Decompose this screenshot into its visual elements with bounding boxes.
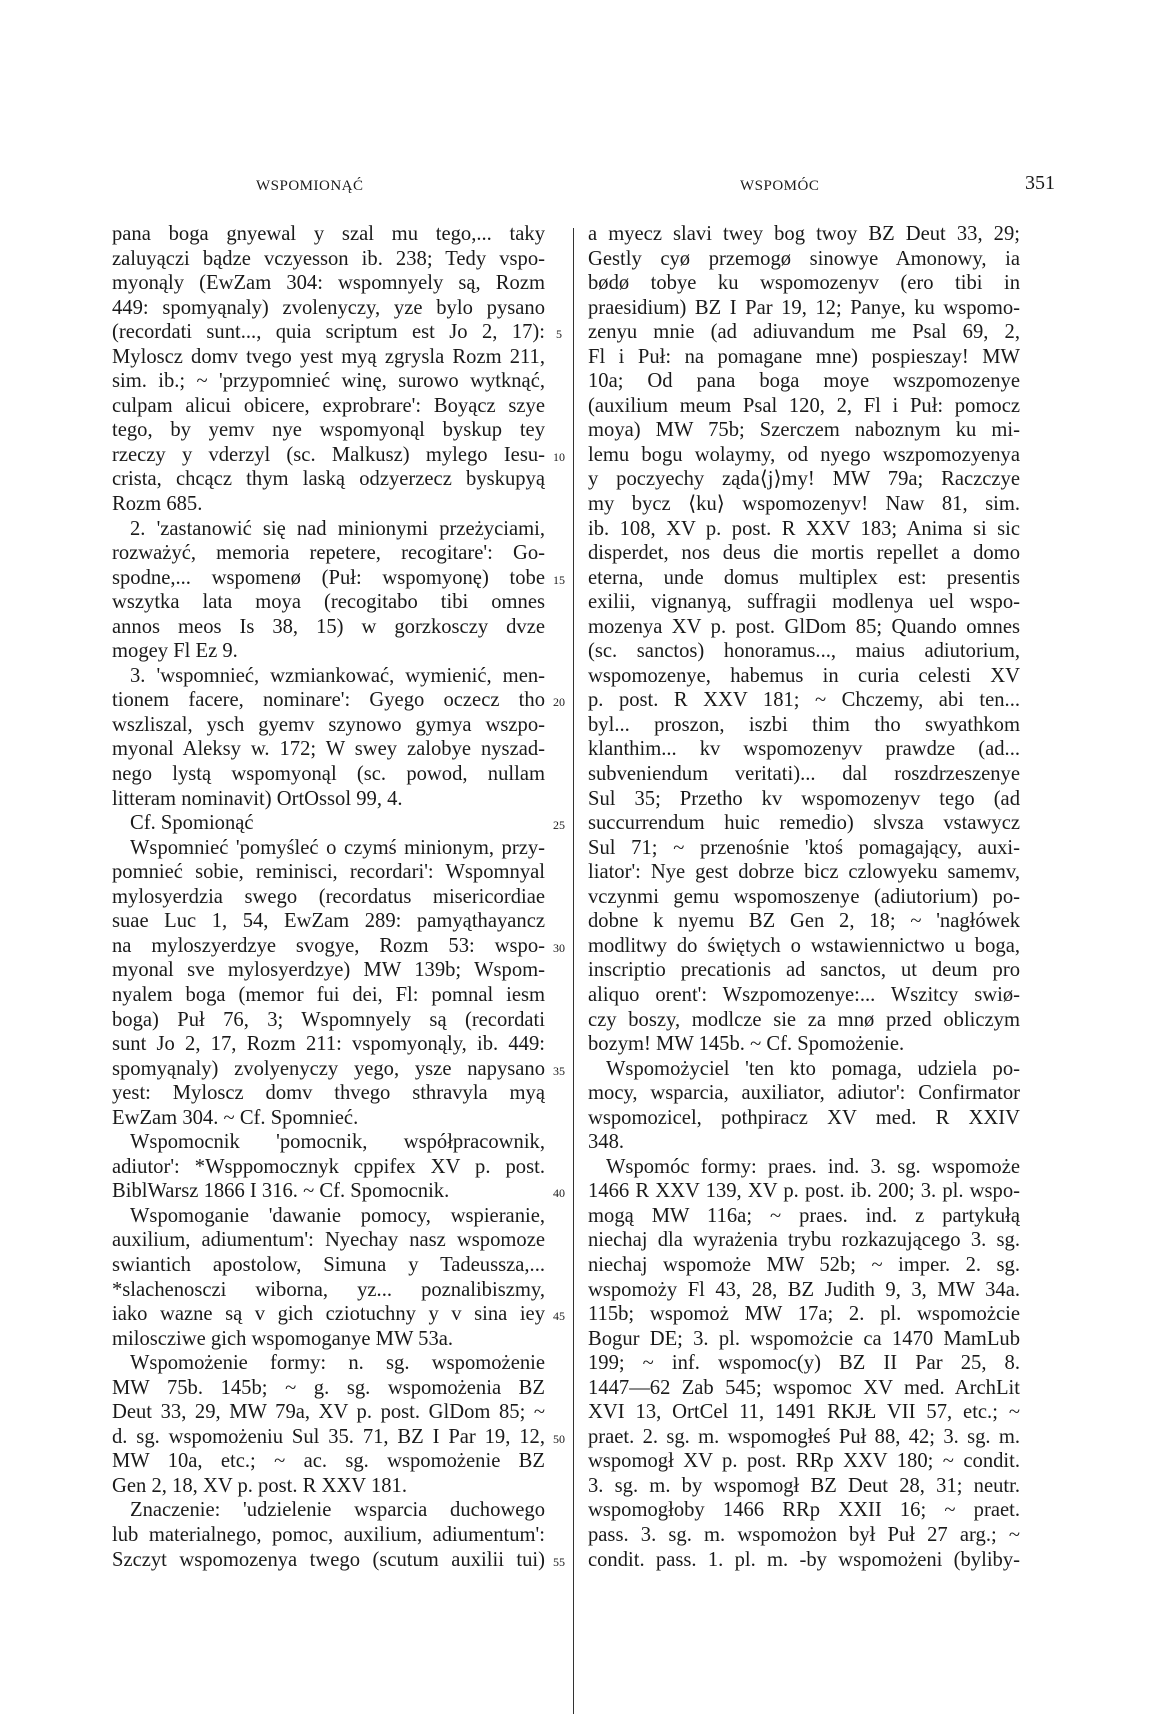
left-column-line: myonal sve mylosyerdzye) MW 139b; Wspom- — [112, 959, 545, 982]
right-column-line: (sc. sanctos) honoramus..., maius adiutorium, — [588, 640, 1020, 663]
left-column-line: milosczіwe gich wspomoganye MW 53a. — [112, 1327, 454, 1350]
right-column-line: eterna, unde domus multiplex est: presentis — [588, 566, 1020, 589]
line-number: 35 — [553, 1063, 565, 1078]
line-number: 25 — [553, 818, 565, 833]
right-column-line: y poczyechy ząda⟨j⟩my! MW 79a; Raczczye — [588, 468, 1020, 491]
left-column-line: d. sg. wspomożeniu Sul 35. 71, BZ I Par 19, 12, — [112, 1425, 545, 1448]
right-column-line: niechaj wspomoże MW 52b; ~ imper. 2. sg. — [588, 1253, 1020, 1276]
right-column-line: praet. 2. sg. m. wspomogłeś Puł 88, 42; 3. sg. m. — [588, 1425, 1020, 1448]
line-number: 40 — [553, 1186, 565, 1201]
line-number: 10 — [553, 449, 565, 464]
left-column-line: mogey Fl Ez 9. — [112, 640, 238, 663]
page-number: 351 — [1025, 172, 1055, 194]
right-column-line: mozenya XV p. post. GlDom 85; Quando omnes — [588, 615, 1020, 638]
left-column-line: 3. 'wspomnieć, wzmiankować, wymienić, men- — [130, 664, 545, 687]
right-column-line: vczynmi gemu wspomoszenye (adiutorium) po- — [588, 885, 1020, 908]
left-column-line: pana boga gnyewal y szal mu tego,... taky — [112, 223, 545, 245]
right-column-line: a myecz slavi twey bog twoy BZ Deut 33, 29; — [588, 223, 1020, 245]
left-column-line: zaluyączi bądze vczyesson ib. 238; Tedy vspo- — [112, 247, 545, 270]
right-column-line: XVI 13, OrtCel 11, 1491 RKJŁ VII 57, etc.; ~ — [588, 1401, 1020, 1424]
left-column-line: 2. 'zastanowić się nad minionymi przeżyciami, — [130, 517, 545, 540]
left-column-line: boga) Puł 76, 3; Wspomnyely są (recordati — [112, 1008, 545, 1031]
left-column-line: Wspomożenie formy: n. sg. wspomożenie — [130, 1352, 545, 1375]
left-column-line: MW 10a, etc.; ~ ac. sg. wspomożenie BZ — [112, 1450, 545, 1473]
right-column-line: modlitwy do świętych o wstawiennictwo u boga, — [588, 934, 1020, 957]
right-column-line: wspomogłoby 1466 RRp XXII 16; ~ praet. — [588, 1499, 1020, 1522]
right-column-line: 10a; Od pana boga moye wszpomozenye — [588, 370, 1020, 393]
left-column-line: rzeczy y vderzyl (sc. Malkusz) mylego Iesu- — [112, 443, 545, 466]
right-column-line: lemu bogu wolaymy, od nyego wszpomozyenya — [588, 443, 1020, 466]
left-column-line: MW 75b. 145b; ~ g. sg. wspomożenia BZ — [112, 1376, 545, 1399]
right-column-line: 199; ~ inf. wspomoc(y) BZ II Par 25, 8. — [588, 1352, 1020, 1375]
right-column-line: pass. 3. sg. m. wspomożon był Puł 27 arg.; ~ — [588, 1523, 1020, 1546]
column-divider — [573, 228, 574, 1714]
left-column-line: Cf. Spomionąć — [130, 812, 254, 835]
right-column-line: wspomozenye, habemus in curia celesti XV — [588, 664, 1020, 687]
right-column-line: my bycz ⟨ku⟩ wspomozenyv! Naw 81, sim. — [588, 493, 1020, 516]
line-number: 45 — [553, 1309, 565, 1324]
left-column-line: yest: Myloscz domv thvego sthravyla myą — [112, 1082, 545, 1105]
right-column-line: Fl i Puł: na pomagane mne) pospieszay! MW — [588, 345, 1020, 368]
left-column-line: Szczyt wspomozenya twego (scutum auxilii tui) — [112, 1548, 545, 1571]
right-column-line: niechaj dla wyrażenia trybu rozkazującego 3. sg. — [588, 1229, 1020, 1252]
left-column-line: swiantich apostolow, Simuna y Tadeussza,... — [112, 1253, 545, 1276]
line-number: 30 — [553, 940, 565, 955]
left-column-line: mylosyerdzia swego (recordatus misericordiae — [112, 885, 545, 908]
line-number: 20 — [553, 695, 565, 710]
left-column-line: myonal Aleksy w. 172; W swey zalobye nyszad- — [112, 738, 545, 761]
left-column-line: BiblWarsz 1866 I 316. ~ Cf. Spomocnik. — [112, 1180, 450, 1203]
left-column-line: wszytka lata moya (recogitabo tibi omnes — [112, 591, 545, 614]
left-column-line: sunt Jo 2, 17, Rozm 211: vspomyonąly, ib. 449: — [112, 1033, 545, 1056]
left-column-line: tego, by yemv nye wspomyonąl byskup tey — [112, 419, 545, 442]
right-column-line: succurrendum huic remedio) slvsza vstawycz — [588, 812, 1020, 835]
right-column-line: (auxilium meum Psal 120, 2, Fl i Puł: pomocz — [588, 394, 1020, 417]
right-column-line: wspomoży Fl 43, 28, BZ Judith 9, 3, MW 34a. — [588, 1278, 1020, 1301]
left-column-line: Myloscz domv tvego yest myą zgrysla Rozm 211, — [112, 345, 545, 368]
right-column-line: aliquo orent': Wszpomozenye:... Wszitcy swiø- — [588, 983, 1020, 1006]
right-column-line: p. post. R XXV 181; ~ Chczemy, abi ten... — [588, 689, 1020, 712]
right-column-line: liator': Nye gest dobrze bicz czlowyeku samemv, — [588, 861, 1020, 884]
left-column-line: EwZam 304. ~ Cf. Spomnieć. — [112, 1106, 359, 1129]
line-number: 55 — [553, 1554, 565, 1569]
left-column-line: nego lystą wspomyonąl (sc. powod, nullam — [112, 763, 545, 786]
right-column-line: mogą MW 116a; ~ praes. ind. z partykułą — [588, 1204, 1020, 1227]
left-column-line: pomnieć sobie, reminisci, recordari': Wspomnyal — [112, 861, 545, 884]
right-column-line: zenyu mnie (ad adiuvandum me Psal 69, 2, — [588, 321, 1020, 344]
right-column-line: czy boszy, modlcze sie za mnø przed obliczym — [588, 1008, 1020, 1031]
right-column-line: subveniendum veritati)... dal roszdrzeszenye — [588, 763, 1020, 786]
left-column-line: litteram nominavit) OrtOssol 99, 4. — [112, 787, 403, 810]
right-column-line: inscriptio precationis ad sanctos, ut deum pro — [588, 959, 1020, 982]
right-column-line: bozym! MW 145b. ~ Cf. Spomożenie. — [588, 1033, 905, 1056]
left-column-line: wszliszal, ysch gyemv szynowo gymya wszpo- — [112, 713, 545, 736]
left-column-line: spomyąnaly) zvolyenyczy yego, ysze napysano — [112, 1057, 545, 1080]
line-number: 50 — [553, 1431, 565, 1446]
left-column-line: Gen 2, 18, XV p. post. R XXV 181. — [112, 1474, 407, 1497]
right-column-line: 348. — [588, 1131, 625, 1154]
right-column-line: ib. 108, XV p. post. R XXV 183; Anima si sic — [588, 517, 1020, 540]
right-column-line: Gestly cyø przemogø sinowye Amonowy, ia — [588, 247, 1020, 270]
left-column-line: auxilium, adiumentum': Nyechay nasz wspomoze — [112, 1229, 545, 1252]
right-column-line: exilii, vignanyą, suffragii modlenya uel wspo- — [588, 591, 1020, 614]
left-column-line: annos meos Is 38, 15) w gorzkosczy dvze — [112, 615, 545, 638]
left-column-line: Wspomoganie 'dawanie pomocy, wspieranie, — [130, 1204, 545, 1227]
right-column-line: moya) MW 75b; Szerczem naboznym ku mi- — [588, 419, 1020, 442]
left-column-line: lub materialnego, pomoc, auxilium, adiumentum': — [112, 1523, 545, 1546]
right-column-line: 1466 R XXV 139, XV p. post. ib. 200; 3. pl. wspo- — [588, 1180, 1020, 1203]
left-column-line: culpam alicui obicere, exprobrare': Boyącz szye — [112, 394, 545, 417]
left-column-line: crista, chcącz thym laską odzyerzecz byskupyą — [112, 468, 545, 491]
left-column-line: Rozm 685. — [112, 493, 203, 516]
right-column-line: wspomozicel, pothpiracz XV med. R XXIV — [588, 1106, 1020, 1129]
left-column-line: iako wazne są v gich cziotuchny y v sina iey — [112, 1303, 545, 1326]
left-column-line: spodne,... wspomenø (Puł: wspomyonę) tobe — [112, 566, 545, 589]
right-column-line: praesidium) BZ I Par 19, 12; Panye, ku wspomo- — [588, 296, 1020, 319]
right-column-line: 115b; wspomoż MW 17a; 2. pl. wspomożcie — [588, 1303, 1020, 1326]
right-column — [588, 222, 1020, 1572]
left-column-line: nyalem boga (memor fui dei, Fl: pomnal iesm — [112, 983, 545, 1006]
left-column-line: adiutor': *Wsppomocznyk cppifex XV p. post. — [112, 1155, 545, 1178]
left-column-line: suae Luc 1, 54, EwZam 289: pamyąthayancz — [112, 910, 545, 933]
right-column-line: Sul 71; ~ przenośnie 'ktoś pomagający, auxi- — [588, 836, 1020, 859]
right-column-line: 1447—62 Zab 545; wspomoc XV med. ArchLit — [588, 1376, 1020, 1399]
left-column-line: sim. ib.; ~ 'przypomnieć winę, surowo wytknąć, — [112, 370, 545, 393]
left-column-line: myonąly (EwZam 304: wspomnyely są, Rozm — [112, 272, 545, 295]
line-number: 15 — [553, 572, 565, 587]
right-column-line: Sul 35; Przetho kv wspomozenyv tego (ad — [588, 787, 1020, 810]
right-column-line: Wspomożyciel 'ten kto pomaga, udziela po- — [606, 1057, 1020, 1080]
right-column-line: klanthim... kv wspomozenyv prawdze (ad... — [588, 738, 1020, 761]
right-column-line: Bogur DE; 3. pl. wspomożcie ca 1470 MamLub — [588, 1327, 1020, 1350]
left-column-line: Wspomocnik 'pomocnik, współpracownik, — [130, 1131, 545, 1154]
left-column-line: tionem facere, nominare': Gyego oczecz tho — [112, 689, 545, 712]
left-guide-word: WSPOMIONĄĆ — [256, 178, 364, 194]
right-column-line: dobne k nyemu BZ Gen 2, 18; ~ 'nagłówek — [588, 910, 1020, 933]
left-column-line: Znaczenie: 'udzielenie wsparcia duchowego — [130, 1499, 545, 1522]
left-column-line: Wspomnieć 'pomyśleć o czymś minionym, przy- — [130, 836, 545, 859]
running-header — [110, 172, 1055, 202]
left-column-line: na myloszyerdzye svogye, Rozm 53: wspo- — [112, 934, 545, 957]
left-column-line: 449: spomyąnaly) zvolenyczy, yze bylo pysano — [112, 296, 545, 319]
left-column-line: Deut 33, 29, MW 79a, XV p. post. GlDom 85; ~ — [112, 1401, 545, 1424]
right-column-line: wspomogł XV p. post. RRp XXV 180; ~ condit. — [588, 1450, 1020, 1473]
left-column — [112, 222, 545, 1572]
right-column-line: Wspomóc formy: praes. ind. 3. sg. wspomoże — [606, 1155, 1020, 1178]
left-column-line: rozważyć, memoria repetere, recogitare': Go- — [112, 542, 545, 565]
right-column-line: disperdet, nos deus die mortis repellet a domo — [588, 542, 1020, 565]
right-column-line: condit. pass. 1. pl. m. -by wspomożeni (byliby- — [588, 1548, 1020, 1571]
right-column-line: byl... proszon, iszbi thim tho swyathkom — [588, 713, 1020, 736]
left-column-line: (recordati sunt..., quia scriptum est Jo 2, 17): — [112, 321, 545, 344]
line-number: 5 — [556, 327, 562, 342]
right-column-line: 3. sg. m. by wspomogł BZ Deut 28, 31; neutr. — [588, 1474, 1020, 1497]
right-guide-word: WSPOMÓC — [740, 178, 820, 194]
right-column-line: mocy, wsparcia, auxiliator, adiutor': Confirmator — [588, 1082, 1020, 1105]
left-column-line: *slachenosczi wiborna, yz... poznalibiszmy, — [112, 1278, 545, 1301]
right-column-line: bødø tobye ku wspomozenyv (ero tibi in — [588, 272, 1020, 295]
